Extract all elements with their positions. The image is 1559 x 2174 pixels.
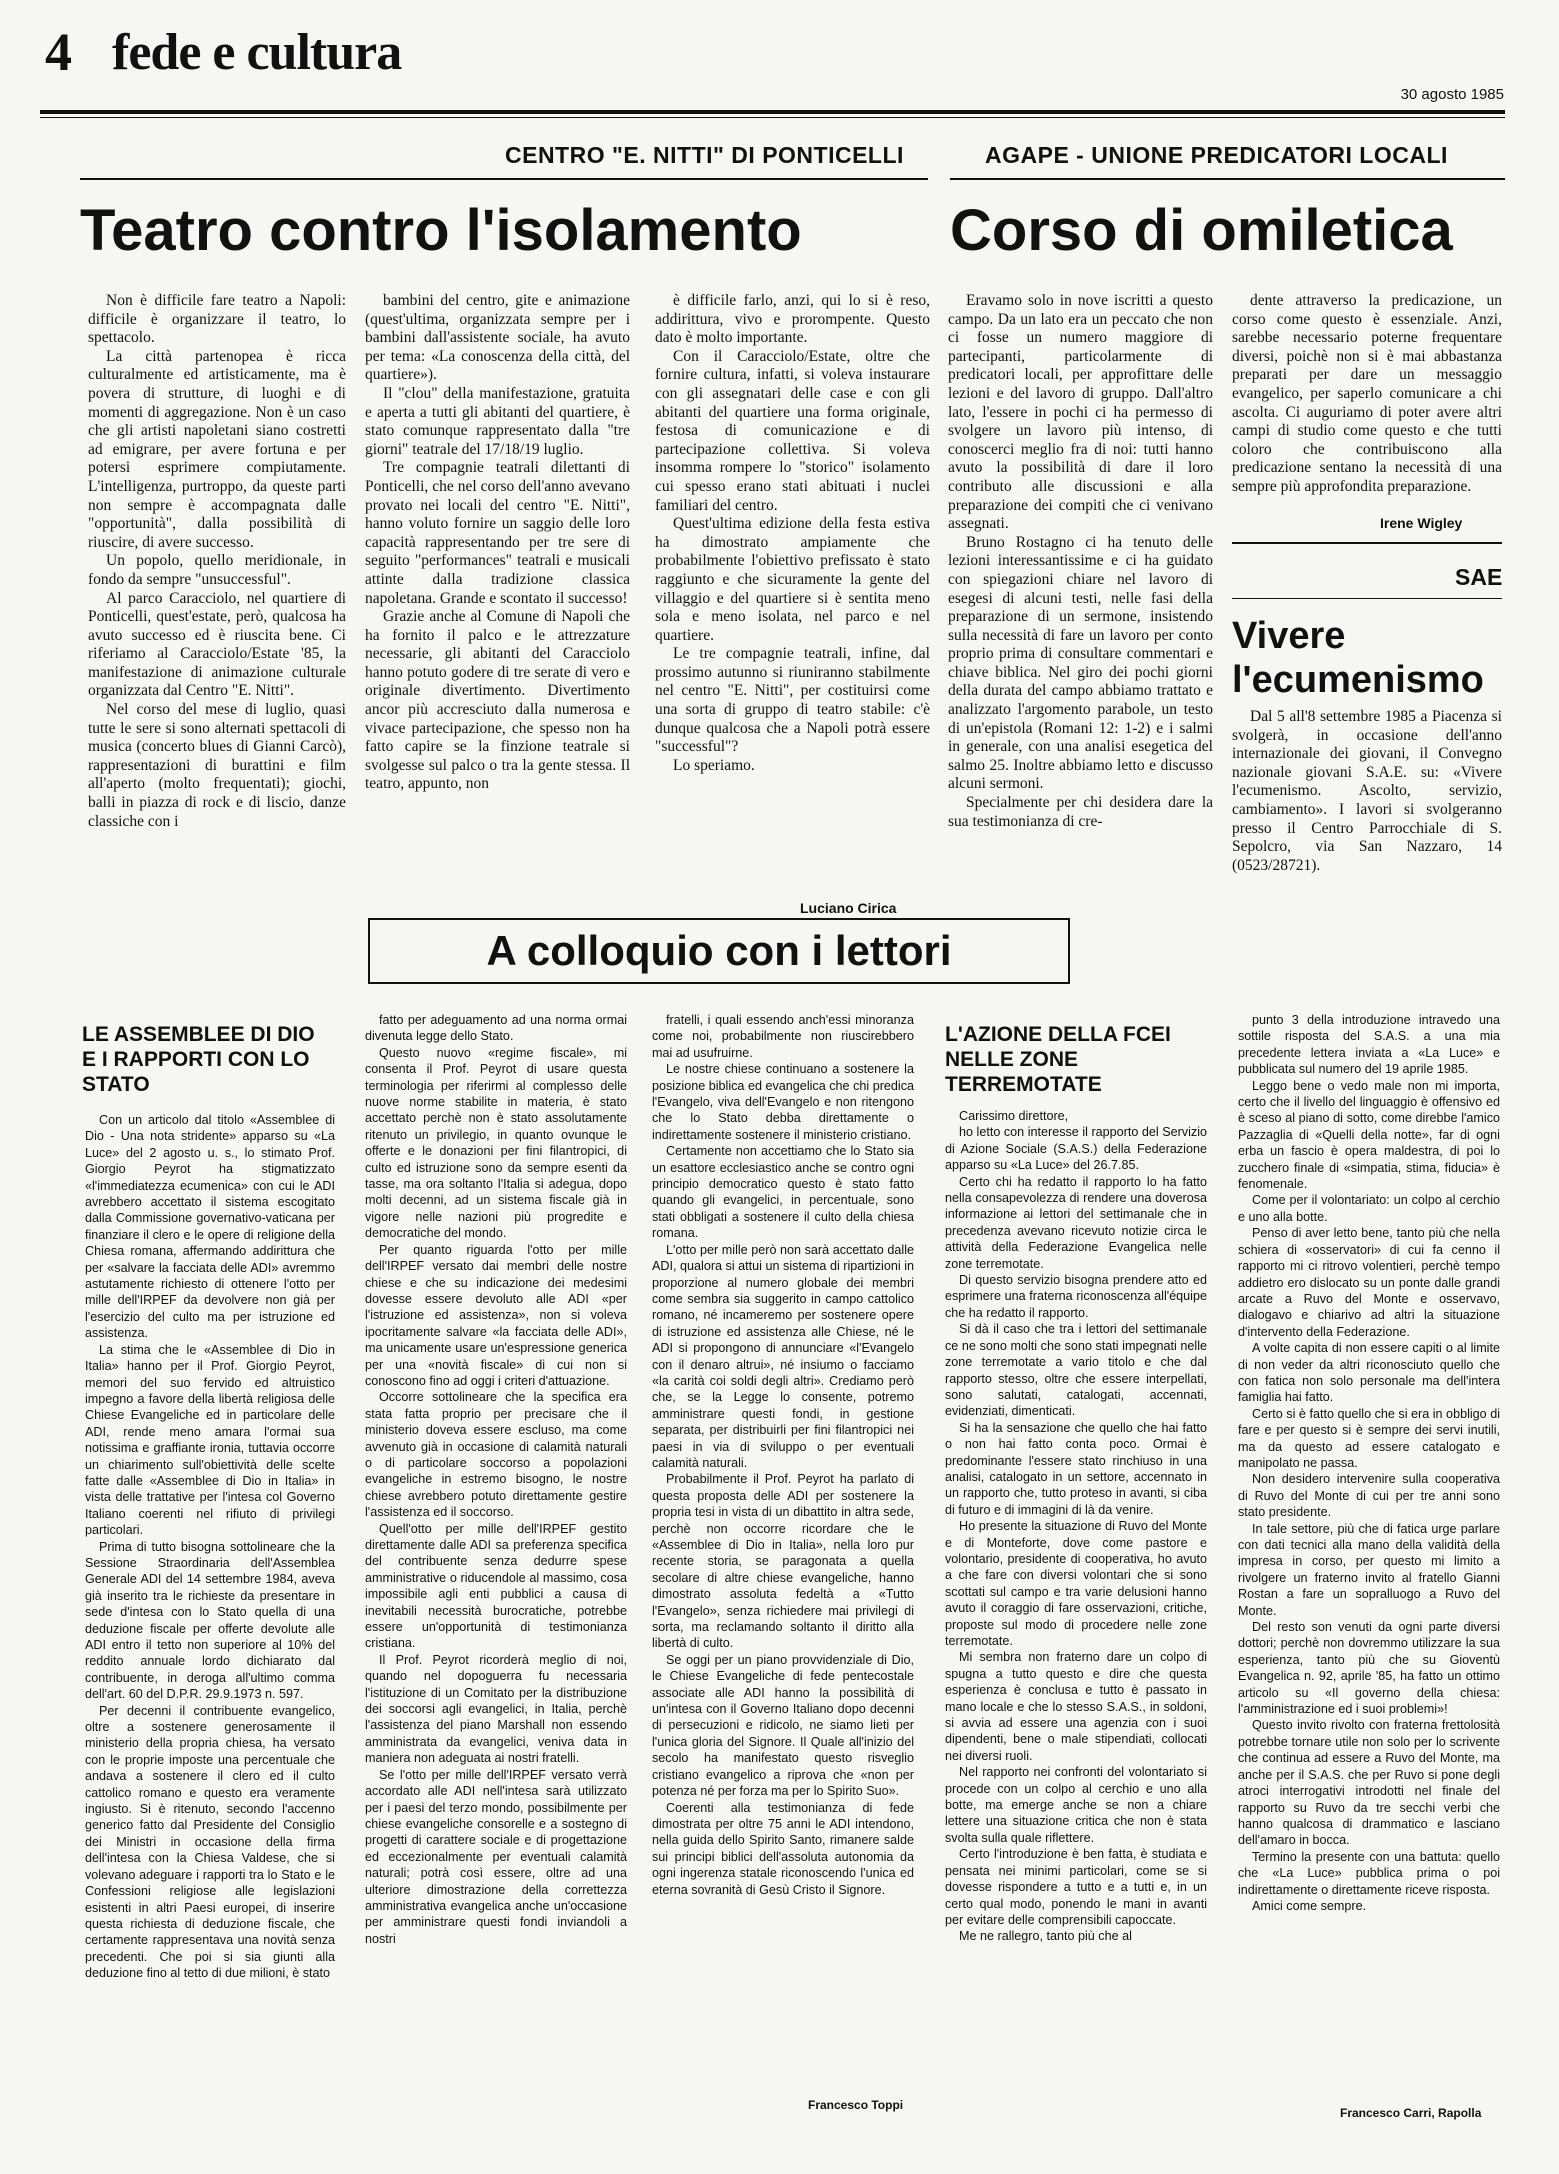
paragraph: Nel rapporto nei confronti del volontariato si procede con un colpo al cerchio e uno alla botte, ma emerge anche se non a chiare lettere una situazione critica che non è stata svolta sulla quale riflettere. [945,1765,1207,1845]
paragraph: Il Prof. Peyrot ricorderà meglio di noi, quando nel dopoguerra fu necessaria l'istituzione di un Comitato per la distribuzione dei soccorsi agli evangelici, in Italia, perchè l'assistenza del piano Marshall non essendo amministrata da evangelici, veniva data in maniera non adeguata ai nostri fratelli. [365,1652,627,1766]
paragraph: Questo invito rivolto con fraterna frettolosità potrebbe tornare utile non solo per lo scrivente che continua ad essere a Ruvo del Monte, ma anche per il S.A.S. che per Ruvo si pone degli atroci interrogativi introdotti nel finale del rapporto su Ruvo da tre secchi verbi che hanno qualcosa di drammatico e lasciano dell'amaro in bocca. [1238,1718,1500,1848]
paragraph: Me ne rallegro, tanto più che al [959,1929,1132,1944]
paragraph: è difficile farlo, anzi, qui lo si è reso, addirittura, vivo e prorompente. Questo dato è molto importante. [655,292,930,347]
sae-kicker: SAE [1455,564,1503,590]
paragraph: Quell'otto per mille dell'IRPEF gestito direttamente dalle ADI sa preferenza specifica del contribuente senza dedurre spese amministrative o riducendole al massimo, cosa impossibile agli enti pubblici a causa di inevitabili necessità burocratiche, potrebbe essere un'opportunità di testimonianza cristiana. [365,1521,627,1651]
letters-banner [368,918,1070,984]
paragraph: Quest'ultima edizione della festa estiva ha dimostrato ampiamente che probabilmente l'obiettivo prefissato è stato raggiunto e che sicuramente la gente del villaggio e del quartiere si è sentita meno sola e meno isolata, nel parco e nel quartiere. [655,515,930,644]
paragraph: Si ha la sensazione che quello che hai fatto o non hai fatto conta poco. Ormai è predominante l'essere stato rinchiuso in una analisi, catalogato in un settore, accennato in un rapporto che, tutto proteso in avanti, si ciba di futuro e di immagini di là da venire. [945,1420,1207,1517]
paragraph: Con il Caracciolo/Estate, oltre che fornire cultura, infatti, si voleva instaurare con gli assegnatari delle case e con gli abitanti del quartiere una forma originale, festosa di comunicazione e di partecipazione collettiva. Si voleva insomma rompere lo "storico" isolamento cui spesso erano stati abituati i nuclei familiari del centro. [655,347,930,514]
paragraph: Un popolo, quello meridionale, in fondo da sempre "unsuccessful". [88,552,346,588]
paragraph: A volte capita di non essere capiti o al limite di non veder da altri riconosciuto quello che con fatica non solo personale ma dell'intera famiglia hai fatto. [1238,1341,1500,1405]
masthead-rule [40,110,1505,114]
letters-right-title: L'AZIONE DELLA FCEI NELLE ZONE TERREMOTATE [945,1023,1171,1096]
paragraph: Le tre compagnie teatrali, infine, dal prossimo autunno si riuniranno stabilmente nel centro "E. Nitti", per costituirsi come una sorta di gruppo di teatro stabile: c'è dunque qualcosa che a Napoli potrà essere "successful"? [655,645,930,756]
letters-banner-title: A colloquio con i lettori [486,927,952,974]
left-article-col2 [365,292,630,932]
paragraph: Prima di tutto bisogna sottolineare che la Sessione Straordinaria dell'Assemblea Generale ADI del 14 settembre 1984, aveva già inserito tra le richieste da presentare in sede d'intesa con lo Stato quella di una deduzione fiscale per offerte devolute alle ADI entro il tetto non superiore al 10% del reddito annuale lordo dichiarato dal contribuente, in deroga all'ultimo comma dell'art. 60 del D.P.R. 29.9.1973 n. 597. [85,1539,335,1702]
paragraph: Di questo servizio bisogna prendere atto ed esprimere una fraterna riconoscenza all'équipe che ha redatto il rapporto. [945,1273,1207,1320]
paragraph: Coerenti alla testimonianza di fede dimostrata per oltre 75 anni le ADI intendono, nella guida dello Spirito Santo, rimanere salde sui principi biblici dell'assoluta autonomia da ogni ingerenza statale riconoscendo l'unica ed eterna sovranità di Gesù Cristo il Signore. [652,1800,914,1897]
paragraph: Ho presente la situazione di Ruvo del Monte e di Monteforte, dove come pastore e volontario, presidente di cooperativa, ho avuto a che fare con diversi volontari che si sono scottati sul campo e tra varie delusioni hanno avuto il coraggio di fare osservazioni, critiche, proposte sul modo di procedere nelle zone terremotate. [945,1519,1207,1648]
paragraph: Del resto son venuti da ogni parte diversi dottori; perchè non dovremmo utilizzare la sua esperienza, tanto più che su Gioventù Evangelica n. 92, aprile '85, ha fatto un ottimo articolo su «Il governo della chiesa: l'amministrazione ed i suoi problemi»! [1238,1620,1500,1717]
paragraph: Carissimo direttore, [959,1109,1069,1123]
paragraph: Certamente non accettiamo che lo Stato sia un esattore ecclesiastico anche se contro ogni principio democratico questo è stato fatto quando gli evangelici, in percentuale, sono stati obbligati a sostenere il culto della chiesa romana. [652,1144,914,1241]
right-article-author: Irene Wigley [1380,515,1463,531]
letters-right-col1 [945,1108,1207,2148]
right-kicker-rule [950,178,1505,180]
paragraph: Al parco Caracciolo, nel quartiere di Ponticelli, quest'estate, però, qualcosa ha avuto successo ed è riuscita bene. Ci riferiamo al Caracciolo/Estate '85, la manifestazione di animazione culturale organizzata dal Centro "E. Nitti". [88,589,346,700]
paragraph: punto 3 della introduzione intravedo una sottile risposta del S.A.S. a una mia precedente lettera inviata a «La Luce» e pubblicata sul numero del 19 aprile 1985. [1238,1013,1500,1077]
letters-left-col2 [365,1012,627,2142]
sae-rule [1232,542,1502,544]
left-kicker: CENTRO "E. NITTI" DI PONTICELLI [505,142,904,168]
letters-left-col1 [85,1112,335,2142]
paragraph: dente attraverso la predicazione, un corso come questo è essenziale. Anzi, sarebbe necessario poterne frequentare diversi, poichè non si è mai abbastanza preparati per dare un messaggio evangelico, per saperlo comunicare a chi ascolta. Ci auguriamo di poter avere altri campi di studio come questo e che tutti coloro che contribuiscono alla predicazione sentano la necessità di una sempre più approfondita preparazione. [1232,292,1502,495]
paragraph: Certo si è fatto quello che si era in obbligo di fare e per questo si è sempre dei servi inutili, ma da questo ad essere catalogato e manipolato ne passa. [1238,1406,1500,1470]
right-article-col1 [948,292,1213,942]
paragraph: Certo chi ha redatto il rapporto lo ha fatto nella consapevolezza di rendere una doverosa informazione ai lettori del settimanale che in precedenza avevano ricevuto notizie circa le attività della Federazione Evangelica nelle zone terremotate. [945,1174,1207,1271]
sae-body: Dal 5 all'8 settembre 1985 a Piacenza si svolgerà, in occasione dell'anno internazionale dei giovani, il Convegno nazionale giovani S.A.E. su: «Vivere l'ecumenismo. Ascolto, servizio, cambiamento». I lavori si svolgeranno presso il Centro Parrocchiale di S. Sepolcro, via San Nazzaro, 14 (0523/28721). [1232,708,1502,874]
paragraph: Termino la presente con una battuta: quello che «La Luce» pubblica prima o poi indirettamente o direttamente riceve risposta. [1238,1849,1500,1897]
paragraph: Tre compagnie teatrali dilettanti di Ponticelli, che nel corso dell'anno avevano provato nei locali del centro "E. Nitti", hanno voluto fornire un saggio delle loro capacità rappresentando per tre sere di seguito "performances" teatrali e musicali attinte dalla tradizione classica napoletana. Grande e scontato il successo! [365,459,630,607]
paragraph: Per quanto riguarda l'otto per mille dell'IRPEF versato dai membri delle nostre chiese e che su indicazione dei medesimi dovesse essere devoluto alle ADI «per l'istruzione ed assistenza», non si voleva ipocritamente salvare «la facciata delle ADI», ma unicamente usare un'espressione generica per una «novità fiscale» di cui non si conoscono fino ad oggi i criteri d'attuazione. [365,1242,627,1388]
paragraph: fratelli, i quali essendo anch'essi minoranza come noi, probabilmente non riuscirebbero mai ad usufruirne. [652,1013,914,1060]
right-article-col2 [1232,292,1502,532]
left-article-col1 [88,292,346,932]
paragraph: Le nostre chiese continuano a sostenere la posizione biblica ed evangelica che chi predica l'Evangelo, viva dell'Evangelo e non ritengono che lo Stato debba direttamente o indirettamente sostenere il ministerio cristiano. [652,1062,914,1142]
letters-left-author: Francesco Toppi [808,2098,904,2112]
paragraph: Con un articolo dal titolo «Assemblee di Dio - Una nota stridente» apparso su «La Luce» del 2 agosto u. s., lo stimato Prof. Giorgio Peyrot ha stigmatizzato «l'immediatezza ecumenica» con cui le ADI avrebbero accettato il sistema escogitato dalla Commissione governativo-vaticana per finanziare il clero e le opere di religione della Chiesa romana, affermando addirittura che per «salvare la facciata delle ADI» avremmo astutamente richiesto di ottenere l'otto per mille dell'IRPEF da devolvere non già per l'esercizio del culto ma per istruzione ed assistenza. [85,1113,335,1341]
page-number: 4 [45,22,72,82]
paragraph: La città partenopea è ricca culturalmente ed artisticamente, ma è povera di strutture, di luoghi e di momenti di aggregazione. Non è un caso che gli artisti napoletani siano costretti ad emigrare, per avere fortuna e per potersi esprimere compiutamente. L'intelligenza, purtroppo, da queste parti non sempre è accompagnata dalle "opportunità", dalla possibilità di riuscire, di avere successo. [88,347,346,551]
paragraph: Questo nuovo «regime fiscale», mi consenta il Prof. Peyrot di usare questa terminologia per riferirmi al complesso delle nuove norme stabilite in materia, è stato accettato perchè non è stato assolutamente ritenuto un privilegio, in quanto ovunque le offerte e le donazioni per fini filantropici, di culto ed istruzione sono da sempre esenti da tasse, ma ora soltanto l'Italia si adegua, dopo molti decenni, ad un sistema fiscale già in vigore nelle nazioni più progredite e democratiche del mondo. [365,1045,627,1241]
left-headline: Teatro contro l'isolamento [80,198,802,263]
sae-rule-2 [1232,598,1502,599]
paragraph: Lo speriamo. [673,756,755,774]
sae-title-2: l'ecumenismo [1232,659,1484,701]
paragraph: Occorre sottolineare che la specifica era stata fatta proprio per precisare che il ministerio doveva essere escluso, ma come avvenuto già in occasione di calamità naturali o di particolare soccorso a popolazioni evangeliche in estremo bisogno, le nostre chiese avrebbero potuto direttamente gestire l'assistenza ed il soccorso. [365,1390,627,1520]
paragraph: Mi sembra non fraterno dare un colpo di spugna a tutto questo e dire che questa esperienza è conclusa e tutto è passato in mano locale e che lo stesso S.A.S., in soldoni, si avvia ad essere una agenzia con i suoi dipendenti, bene o male stipendiati, collocati nei diversi ruoli. [945,1650,1207,1763]
paragraph: Come per il volontariato: un colpo al cerchio e uno alla botte. [1238,1193,1500,1224]
paragraph: Penso di aver letto bene, tanto più che nella schiera di «osservatori» di cui fa cenno il rapporto mi ci ritrovo volentieri, perchè tempo addietro ero dislocato su un ponte dalle grandi arcate a Ruvo del Monte e osservavo, dialogavo e chiarivo ad altri la situazione d'intervento della Federazione. [1238,1226,1500,1339]
paragraph: L'otto per mille però non sarà accettato dalle ADI, qualora si attui un sistema di ripartizioni in proporzione al numero globale dei membri come sembra sia suggerito in campo cattolico romano, né incameremo per sostenere opere di istruzione ed assistenza alle Chiese, né le ADI si propongono di annunciare «l'Evangelo con il denaro altrui», né insiumo o facciamo «la carità coi soldi degli altri». Crediamo però che, se la Legge lo consente, potremo amministrare questi fondi, in gestione separata, per distribuirli per fini filantropici nei paesi in via di sviluppo o per eventuali calamità naturali. [652,1242,914,1470]
paragraph: La stima che le «Assemblee di Dio in Italia» hanno per il Prof. Giorgio Peyrot, memori del suo fervido ed altruistico impegno a favore della libertà religiosa delle Chiese Evangeliche ed in particolare delle ADI, rende meno amara l'ormai sua notissima e graffiante ironia, tuttavia occorre un chiarimento sull'obiettività delle scelte fatte dalle «Assemblee di Dio in Italia» in vista delle trattative per l'intesa col Governo Italiano coerenti nel rifiuto di privilegi particolari. [85,1342,335,1538]
paragraph: bambini del centro, gite e animazione (quest'ultima, organizzata sempre per i bambini dall'assistente sociale, ha avuto per tema: «La conoscenza della città, del quartiere»). [365,292,630,384]
paragraph: Amici come sempre. [1252,1898,1367,1913]
paragraph: Eravamo solo in nove iscritti a questo campo. Da un lato era un peccato che non ci fosse un numero maggiore di partecipanti, particolarmente di predicatori locali, per approfittare delle lezioni e del lavoro di gruppo. Dall'altro lato, l'essere in pochi ci ha permesso di svolgere un lavoro più intenso, di conoscerci meglio fra di noi: tutti hanno avuto la possibilità di dare il loro contributo alle discussioni e alla preparazione dei compiti che ci venivano assegnati. [948,292,1213,533]
letters-right-author: Francesco Carri, Rapolla [1340,2106,1482,2120]
paragraph: Non desidero intervenire sulla cooperativa di Ruvo del Monte di cui per tre anni sono stato presidente. [1238,1472,1500,1520]
paragraph: Probabilmente il Prof. Peyrot ha parlato di questa proposta delle ADI per sostenere la propria tesi in vista di un dibattito in altra sede, perchè non occorre ricordare che le «Assemblee di Dio in Italia», nella loro pur recente storia, se paragonata a quella secolare di altre chiese evangeliche, hanno dimostrato assoluta fedeltà a «Tutto l'Evangelo», senza richiedere mai privilegi di sorta, ma reclamando soltanto il diritto alla libertà di culto. [652,1472,914,1651]
paragraph: fatto per adeguamento ad una norma ormai divenuta legge dello Stato. [365,1013,627,1044]
letters-left-title: LE ASSEMBLEE DI DIO E I RAPPORTI CON LO STATO [82,1023,315,1096]
issue-date: 30 agosto 1985 [1400,86,1504,103]
paragraph: Per decenni il contribuente evangelico, oltre a sostenere generosamente il ministerio della propria chiesa, ha versato con le proprie imposte una percentuale che andava a sostenere il clero ed il culto cattolico romano e questo era veramente ingiusto. Si è ritenuto, secondo l'accenno generico fatto dal Presidente del Consiglio dei Ministri in occasione della firma dell'intesa con la Chiesa Valdese, che si volevano adeguare i rapporti tra lo Stato e le Confessioni religiose alle legislazioni esistenti in altri Paesi europei, di inserire questa richiesta di deduzione fiscale, che certamente rappresentava una novità senza precedenti. Che poi si sia giunti alla deduzione fino al tetto di due milioni, è stato [85,1703,335,1981]
right-headline: Corso di omiletica [950,198,1453,263]
paragraph: Specialmente per chi desidera dare la sua testimonianza di cre- [948,794,1213,830]
masthead-rule-thin [40,117,1505,118]
paragraph: Leggo bene o vedo male non mi importa, certo che il livello del linguaggio è offensivo ed è sceso al piano di sotto, come direbbe l'amico Pazzaglia di «Quelli della notte», far di ogni erba un fascio è opera maldestra, di poi lo zucchero finale di «simpatia, stima, fiducia» è fenomenale. [1238,1078,1500,1192]
section-title: fede e cultura [112,24,402,81]
paragraph: Certo l'introduzione è ben fatta, è studiata e pensata nei minimi particolari, come se si dovesse rispondere a tutto e a tutti e, in un certo qual modo, ponendo le mani in avanti per evitare delle comprensibili capoccate. [945,1847,1207,1927]
left-article-author: Luciano Cirica [800,900,897,916]
left-kicker-rule [80,178,928,180]
paragraph: Il "clou" della manifestazione, gratuita e aperta a tutti gli abitanti del quartiere, è stato comunque rappresentato dalla "tre giorni" teatrale del 17/18/19 luglio. [365,384,630,458]
paragraph: Bruno Rostagno ci ha tenuto delle lezioni interessantissime e ci ha guidato con spiegazioni chiare nel lavoro di esegesi di alcuni testi, nelle fasi della preparazione di un sermone, insistendo sulla necessità di fare un lavoro per conto proprio prima di consultare commentari e chiave biblica. Nel giro dei pochi giorni della durata del campo abbiamo trattato e analizzato l'argomento parabole, un testo di un'epistola (Romani 12: 1-2) e i salmi in generale, con una analisi esegetica del salmo 25. Inoltre abbiamo letto e discusso alcuni sermoni. [948,533,1213,793]
letters-right-col2 [1238,1012,1500,2102]
paragraph: Non è difficile fare teatro a Napoli: difficile è organizzare il teatro, lo spettacolo. [88,292,346,347]
left-article-col3 [655,292,930,932]
paragraph: Grazie anche al Comune di Napoli che ha fornito il palco e le attrezzature necessarie, gli abitanti del Caracciolo hanno potuto godere di tre serate di vero e originale divertimento. Divertimento ancor più accresciuto dalla numerosa e vivace partecipazione, che spesso non ha fatto capire se la finzione teatrale si svolgesse sul palco o tra la gente stessa. Il teatro, appunto, non [365,608,630,793]
sae-title-1: Vivere [1232,615,1346,657]
paragraph: Si dà il caso che tra i lettori del settimanale ce ne sono molti che sono stati impegnati nelle zone terremotate a vario titolo e che dal rapporto stesso, oltre che essere interpellati, sono salutati, catalogati, accennati, evidenziati, dimenticati. [945,1322,1207,1419]
paragraph: Nel corso del mese di luglio, quasi tutte le sere si sono alternati spettacoli di musica (concerto blues di Gianni Carcò), rappresentazioni di burattini e film all'aperto (molto frequentati); giochi, balli in piazza di rock e di liscio, danze classiche con i [88,701,346,830]
paragraph: ho letto con interesse il rapporto del Servizio di Azione Sociale (S.A.S.) della Federazione apparso su «La Luce» del 26.7.85. [945,1125,1207,1173]
paragraph: Se oggi per un piano provvidenziale di Dio, le Chiese Evangeliche di fede pentecostale associate alle ADI hanno la possibilità di un'intesa con il Governo Italiano dopo decenni di persecuzioni e ridicolo, ne siamo lieti per l'unica gloria del Signore. Il Quale all'inizio del secolo ha manifestato questo risveglio cristiano evangelico a riprova che «non per potenza né per forza ma per lo Spirito Suo». [652,1652,914,1799]
letters-left-col3 [652,1012,914,2092]
right-kicker: AGAPE - UNIONE PREDICATORI LOCALI [985,142,1448,168]
paragraph: Se l'otto per mille dell'IRPEF versato verrà accordato alle ADI nell'intesa sarà utilizzato per i paesi del terzo mondo, possibilmente per chiese evangeliche consorelle e a sostegno di progetti di carattere sociale e di progettazione ed eccezionalmente per eventuali calamità naturali; potrà così essere, oltre ad una ulteriore dimostrazione della correttezza amministrativa evangelica anche un'occasione per amministrare questi fondi inviandoli a nostri [365,1767,627,1946]
paragraph: In tale settore, più che di fatica urge parlare con dati tecnici alla mano della validità della impresa in corso, per questo mi limito a rivolgere un fraterno invito al fratello Gianni Rostan a fare un sopralluogo a Ruvo del Monte. [1238,1521,1500,1618]
